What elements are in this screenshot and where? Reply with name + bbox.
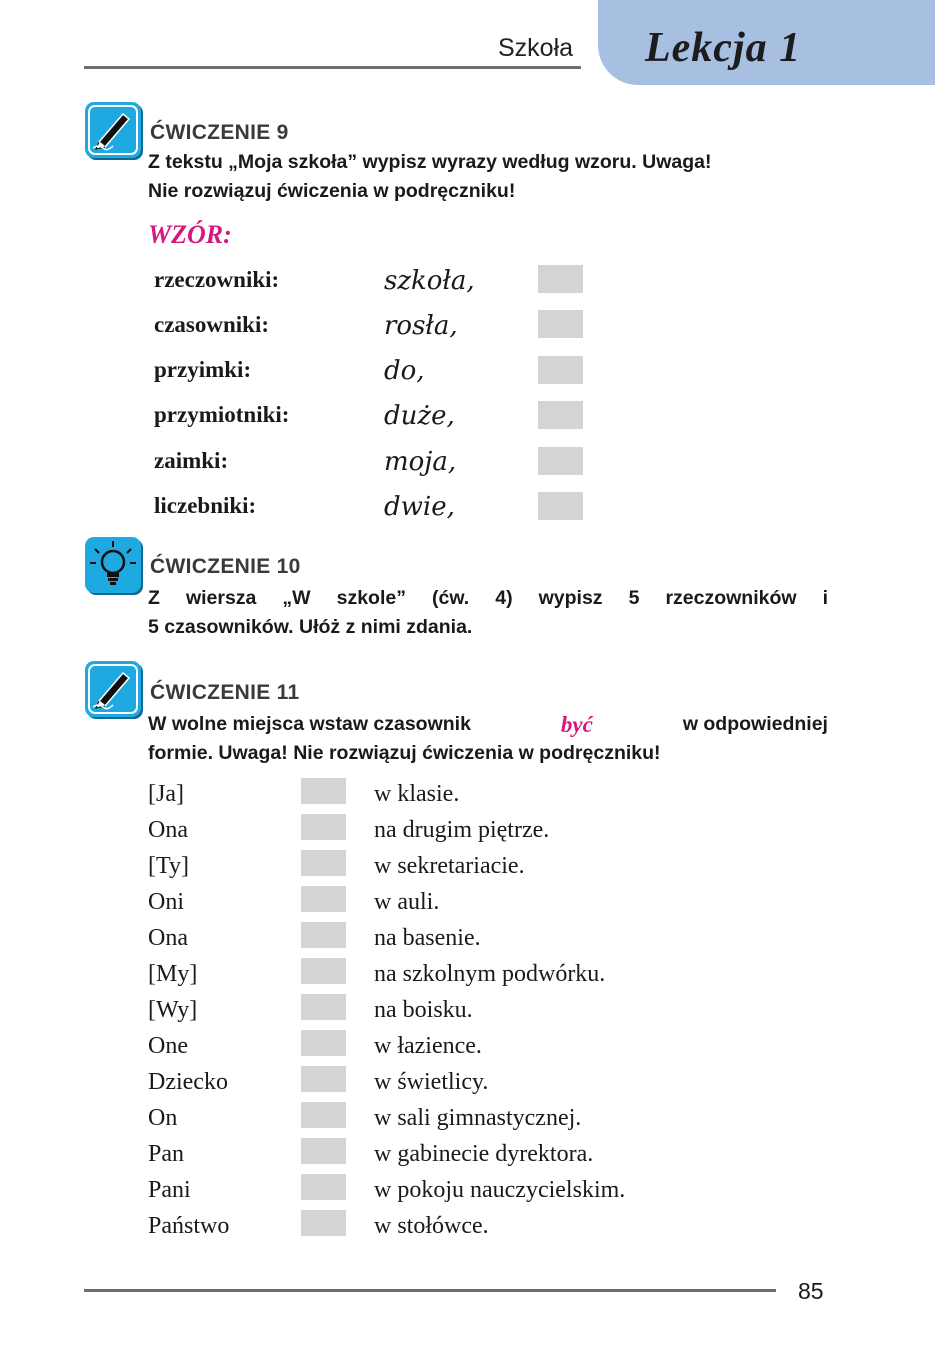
pos-label: rzeczowniki:	[154, 267, 280, 292]
answer-box[interactable]	[301, 958, 346, 984]
instruction-line	[148, 710, 828, 739]
answer-box[interactable]	[301, 814, 346, 840]
verb-byc: być	[560, 712, 593, 737]
answer-box[interactable]	[301, 1102, 346, 1128]
example-word: duże,	[384, 401, 455, 431]
subject-pronoun: Oni	[148, 889, 184, 915]
answer-box[interactable]	[538, 492, 583, 520]
answer-box[interactable]	[301, 886, 346, 912]
subject-pronoun: Ona	[148, 925, 188, 951]
instruction-text: W wolne miejsca wstaw czasownik	[148, 713, 471, 735]
pen-icon	[85, 102, 141, 158]
location-phrase: w pokoju nauczycielskim.	[374, 1177, 626, 1203]
answer-box[interactable]	[538, 356, 583, 384]
example-word: szkoła,	[384, 266, 475, 296]
subject-pronoun: Pani	[148, 1177, 191, 1203]
answer-box[interactable]	[301, 1138, 346, 1164]
answer-box[interactable]	[301, 850, 346, 876]
answer-box[interactable]	[301, 994, 346, 1020]
location-phrase: na boisku.	[374, 997, 473, 1023]
example-word: moja,	[384, 447, 457, 477]
location-phrase: na szkolnym podwórku.	[374, 961, 606, 987]
exercise-9-instruction	[148, 148, 828, 206]
exercise-10-instruction	[148, 584, 828, 642]
header-divider	[84, 66, 581, 69]
location-phrase: na drugim piętrze.	[374, 817, 550, 843]
pos-label: liczebniki:	[154, 493, 257, 518]
location-phrase: w gabinecie dyrektora.	[374, 1141, 594, 1167]
footer-divider	[84, 1289, 776, 1292]
example-word: rosła,	[384, 311, 458, 341]
pattern-label: WZÓR:	[148, 220, 232, 249]
example-word: do,	[384, 356, 425, 386]
pos-label: przyimki:	[154, 357, 252, 382]
answer-box[interactable]	[301, 1174, 346, 1200]
location-phrase: w świetlicy.	[374, 1069, 489, 1095]
location-phrase: w łazience.	[374, 1033, 482, 1059]
pen-icon	[85, 661, 141, 717]
subject-pronoun: [Ja]	[148, 781, 184, 807]
subject-pronoun: Państwo	[148, 1213, 230, 1239]
location-phrase: w sali gimnastycznej.	[374, 1105, 582, 1131]
subject-pronoun: Ona	[148, 817, 188, 843]
page-number: 85	[798, 1278, 824, 1304]
exercise-9-heading: ĆWICZENIE 9	[150, 121, 289, 144]
answer-box[interactable]	[301, 1030, 346, 1056]
location-phrase: na basenie.	[374, 925, 481, 951]
pos-label: zaimki:	[154, 448, 229, 473]
instruction-line: formie. Uwaga! Nie rozwiązuj ćwiczenia w podręczniku!	[148, 742, 661, 764]
answer-box[interactable]	[538, 447, 583, 475]
location-phrase: w auli.	[374, 889, 440, 915]
answer-box[interactable]	[301, 778, 346, 804]
lightbulb-icon	[85, 537, 141, 593]
instruction-line: Nie rozwiązuj ćwiczenia w podręczniku!	[148, 180, 516, 202]
answer-box[interactable]	[301, 1066, 346, 1092]
section-title: Szkoła	[498, 34, 574, 62]
answer-box[interactable]	[538, 310, 583, 338]
pos-label: przymiotniki:	[154, 402, 290, 427]
subject-pronoun: [My]	[148, 961, 198, 987]
pos-label: czasowniki:	[154, 312, 269, 337]
lesson-title: Lekcja 1	[645, 25, 802, 71]
exercise-11-heading: ĆWICZENIE 11	[150, 681, 300, 704]
subject-pronoun: [Ty]	[148, 853, 189, 879]
exercise-11-instruction	[148, 710, 828, 768]
instruction-text: w odpowiedniej	[682, 713, 828, 735]
subject-pronoun: [Wy]	[148, 997, 198, 1023]
subject-pronoun: Dziecko	[148, 1069, 228, 1095]
location-phrase: w stołówce.	[374, 1213, 489, 1239]
subject-pronoun: On	[148, 1105, 178, 1131]
location-phrase: w sekretariacie.	[374, 853, 525, 879]
example-word: dwie,	[384, 492, 455, 522]
subject-pronoun: Pan	[148, 1141, 184, 1167]
answer-box[interactable]	[301, 1210, 346, 1236]
instruction-line: Z tekstu „Moja szkoła” wypisz wyrazy według wzoru. Uwaga!	[148, 151, 712, 173]
instruction-line: Z wiersza „W szkole” (ćw. 4) wypisz 5 rzeczowników i	[148, 587, 828, 609]
answer-box[interactable]	[301, 922, 346, 948]
answer-box[interactable]	[538, 401, 583, 429]
answer-box[interactable]	[538, 265, 583, 293]
instruction-line: 5 czasowników. Ułóż z nimi zdania.	[148, 616, 473, 638]
subject-pronoun: One	[148, 1033, 188, 1059]
location-phrase: w klasie.	[374, 781, 460, 807]
exercise-10-heading: ĆWICZENIE 10	[150, 555, 301, 578]
